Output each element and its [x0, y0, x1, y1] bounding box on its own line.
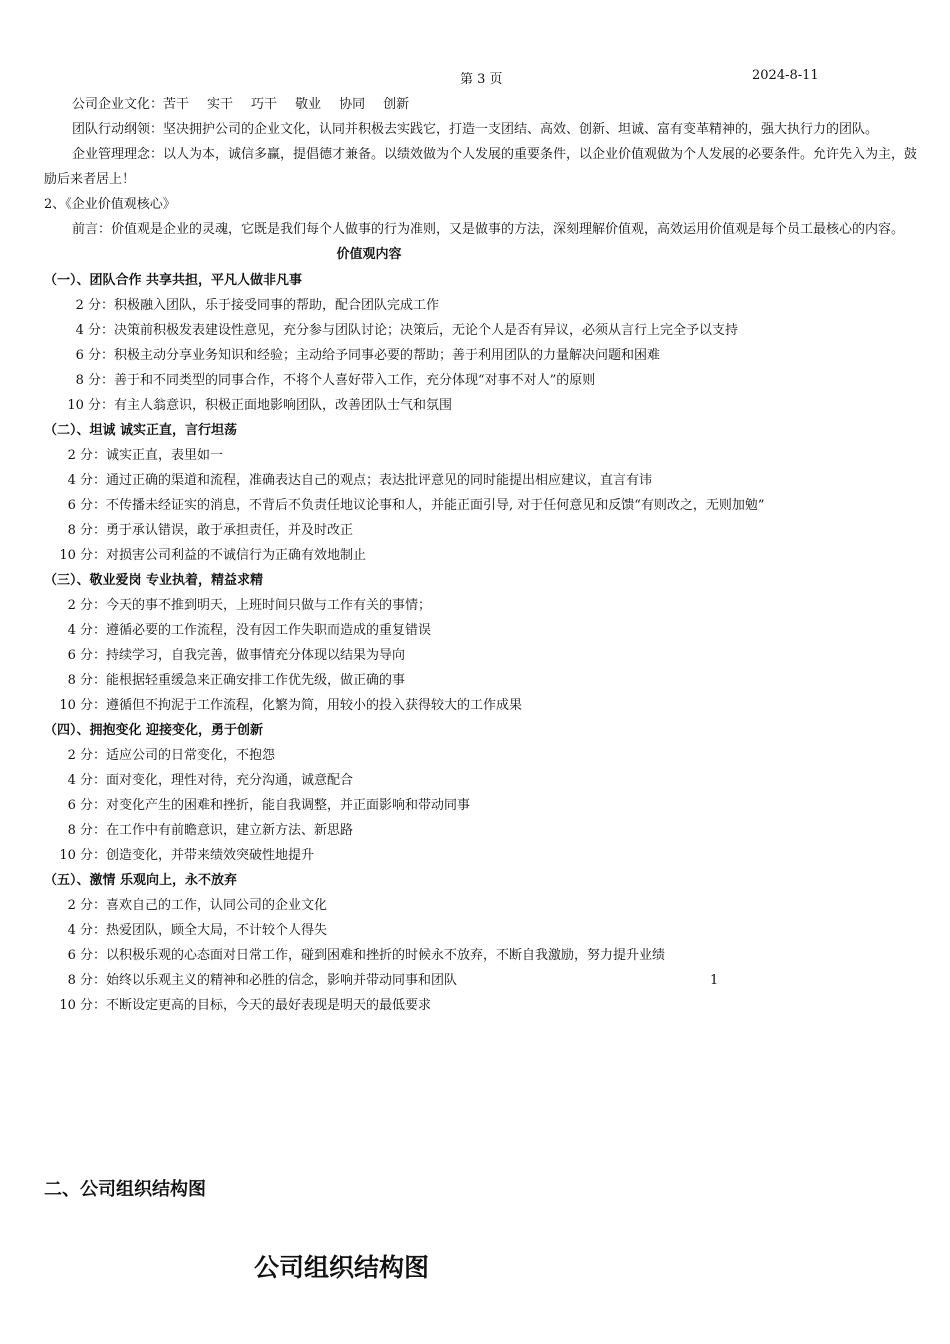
score-row: [44, 343, 920, 368]
score-label: 4 分：: [67, 623, 106, 638]
score-row: [44, 468, 920, 493]
page-header-date: 2024-8-11: [752, 68, 819, 83]
culture-item: 敬业: [295, 97, 322, 112]
score-row: [44, 693, 920, 718]
score-label: 10 分：: [59, 998, 106, 1013]
score-label: 10 分：: [67, 398, 114, 413]
score-label: 2 分：: [67, 898, 106, 913]
org-chart-title: 公司组织结构图: [254, 1253, 430, 1282]
score-text: 面对变化，理性对待，充分沟通，诚意配合: [106, 773, 354, 788]
score-text: 决策前积极发表建设性意见，充分参与团队讨论；决策后，无论个人是否有异议，必须从言行上完全予以支持: [114, 323, 739, 338]
values-section: [44, 568, 920, 718]
score-row: [44, 518, 920, 543]
score-row: [44, 793, 920, 818]
score-row: [44, 818, 920, 843]
score-label: 6 分：: [67, 798, 106, 813]
score-row: [44, 918, 920, 943]
score-text: 诚实正直，表里如一: [106, 448, 224, 463]
score-text: 热爱团队，顾全大局，不计较个人得失: [106, 923, 328, 938]
score-row: [44, 743, 920, 768]
section-title: （四）、拥抱变化 迎接变化，勇于创新: [44, 723, 264, 738]
score-text: 创造变化，并带来绩效突破性地提升: [106, 848, 315, 863]
score-label: 6 分：: [75, 348, 114, 363]
culture-item: 协同: [339, 97, 366, 112]
page-header-number: 第 3 页: [460, 72, 503, 87]
values-section: [44, 868, 920, 1018]
score-row: [44, 643, 920, 668]
score-row: [44, 368, 920, 393]
score-label: 10 分：: [59, 548, 106, 563]
score-label: 8 分：: [67, 523, 106, 538]
score-text: 在工作中有前瞻意识，建立新方法、新思路: [106, 823, 354, 838]
preface-paragraph: 前言：价值观是企业的灵魂，它既是我们每个人做事的行为准则，又是做事的方法，深刻理解价值观，高效运用价值观是每个员工最核心的内容。: [72, 222, 905, 237]
culture-item: 实干: [207, 97, 234, 112]
score-text: 遵循但不拘泥于工作流程，化繁为简，用较小的投入获得较大的工作成果: [106, 698, 523, 713]
culture-item: 巧干: [251, 97, 278, 112]
score-row: [44, 993, 920, 1018]
section-title: （一）、团队合作 共享共担，平凡人做非凡事: [44, 273, 303, 288]
score-label: 4 分：: [67, 923, 106, 938]
score-text: 持续学习，自我完善，做事情充分体现以结果为导向: [106, 648, 406, 663]
score-row: [44, 443, 920, 468]
score-row: [44, 593, 920, 618]
score-text: 以积极乐观的心态面对日常工作，碰到困难和挫折的时候永不放弃，不断自我激励，努力提升业绩: [106, 948, 666, 963]
score-row: [44, 668, 920, 693]
values-section: [44, 268, 920, 418]
culture-item: 创新: [383, 97, 410, 112]
score-text: 积极融入团队，乐于接受同事的帮助，配合团队完成工作: [114, 298, 440, 313]
score-label: 4 分：: [75, 323, 114, 338]
score-label: 10 分：: [59, 848, 106, 863]
score-label: 4 分：: [67, 473, 106, 488]
score-text: 始终以乐观主义的精神和必胜的信念，影响并带动同事和团队: [106, 973, 458, 988]
score-row: [44, 843, 920, 868]
score-label: 4 分：: [67, 773, 106, 788]
score-row: [44, 768, 920, 793]
culture-line: [44, 92, 920, 117]
values-core-heading: 2、《企业价值观核心》: [44, 197, 176, 212]
values-section: [44, 418, 920, 568]
values-section: [44, 718, 920, 868]
score-text: 勇于承认错误，敢于承担责任，并及时改正: [106, 523, 354, 538]
score-label: 8 分：: [67, 973, 106, 988]
score-text: 不断设定更高的目标，今天的最好表现是明天的最低要求: [106, 998, 432, 1013]
score-label: 2 分：: [67, 448, 106, 463]
score-text: 不传播未经证实的消息，不背后不负责任地议论事和人，并能正面引导, 对于任何意见和反馈“有则改之，无则加勉”: [106, 498, 765, 513]
score-text: 对损害公司利益的不诚信行为正确有效地制止: [106, 548, 367, 563]
section-title: （三）、敬业爱岗 专业执着，精益求精: [44, 573, 264, 588]
score-row: [44, 318, 920, 343]
section-title: （五）、激情 乐观向上，永不放弃: [44, 873, 238, 888]
section-title: （二）、坦诚 诚实正直，言行坦荡: [44, 423, 238, 438]
score-label: 10 分：: [59, 698, 106, 713]
score-text: 对变化产生的困难和挫折，能自我调整，并正面影响和带动同事: [106, 798, 471, 813]
org-section-heading: 二、公司组织结构图: [44, 1179, 206, 1200]
score-label: 8 分：: [67, 823, 106, 838]
score-label: 6 分：: [67, 948, 106, 963]
score-text: 能根据轻重缓急来正确安排工作优先级，做正确的事: [106, 673, 406, 688]
team-program-paragraph: 团队行动纲领：坚决拥护公司的企业文化，认同并积极去实践它，打造一支团结、高效、创新、坦诚、富有变革精神的，强大执行力的团队。: [72, 122, 879, 137]
score-text: 通过正确的渠道和流程，准确表达自己的观点；表达批评意见的同时能提出相应建议，直言有讳: [106, 473, 653, 488]
score-label: 2 分：: [75, 298, 114, 313]
score-text: 适应公司的日常变化，不抱怨: [106, 748, 276, 763]
score-text: 喜欢自己的工作，认同公司的企业文化: [106, 898, 328, 913]
score-row: [44, 493, 920, 518]
score-label: 2 分：: [67, 748, 106, 763]
score-row: [44, 393, 920, 418]
culture-label: 公司企业文化：: [72, 97, 164, 112]
score-label: 8 分：: [67, 673, 106, 688]
score-row: [44, 618, 920, 643]
score-label: 6 分：: [67, 648, 106, 663]
score-text: 有主人翁意识，积极正面地影响团队，改善团队士气和氛围: [114, 398, 453, 413]
score-row: [44, 943, 920, 968]
management-paragraph: 企业管理理念：以人为本，诚信多赢，提倡德才兼备。以绩效做为个人发展的重要条件，以企业价值观做为个人发展的必要条件。允许先入为主，鼓励后来者居上！: [44, 147, 918, 187]
score-text: 今天的事不推到明天，上班时间只做与工作有关的事情；: [106, 598, 432, 613]
page-number: 1: [710, 973, 719, 988]
score-label: 8 分：: [75, 373, 114, 388]
document-body: [44, 92, 920, 1018]
score-label: 6 分：: [67, 498, 106, 513]
score-text: 积极主动分享业务知识和经验；主动给予同事必要的帮助；善于利用团队的力量解决问题和困难: [114, 348, 661, 363]
score-text: 遵循必要的工作流程，没有因工作失职而造成的重复错误: [106, 623, 432, 638]
score-row: [44, 968, 920, 993]
score-text: 善于和不同类型的同事合作，不将个人喜好带入工作，充分体现“对事不对人”的原则: [114, 373, 596, 388]
score-label: 2 分：: [67, 598, 106, 613]
values-title: 价值观内容: [336, 247, 402, 262]
score-row: [44, 293, 920, 318]
score-row: [44, 543, 920, 568]
culture-item: 苦干: [163, 97, 190, 112]
score-row: [44, 893, 920, 918]
